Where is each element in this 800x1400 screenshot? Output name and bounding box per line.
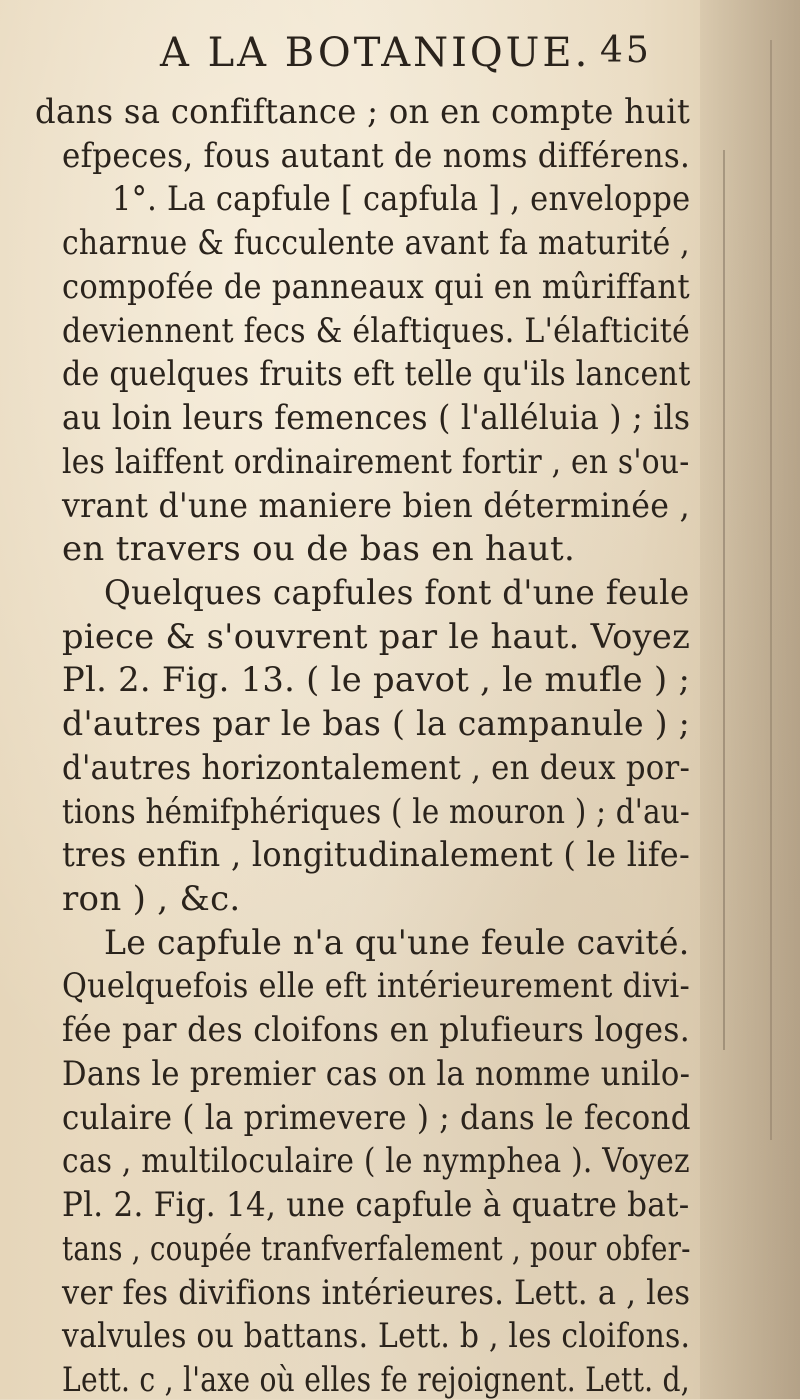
text-line: charnue & fucculente avant fa maturité , xyxy=(62,223,690,263)
text-line: Lett. c , l'axe où elles fe rejoignent. Lett. d, xyxy=(62,1360,691,1400)
text-line: efpeces, fous autant de noms différens. xyxy=(62,136,691,176)
text-line: tions hémifphériques ( le mouron ) ; d'au- xyxy=(62,792,691,832)
text-line: tres enfin , longitudinalement ( le life- xyxy=(62,835,691,875)
text-line: dans sa confiftance ; on en compte huit xyxy=(35,92,691,132)
text-line: deviennent fecs & élaftiques. L'élafticité xyxy=(62,311,691,351)
text-line: culaire ( la primevere ) ; dans le fecond xyxy=(62,1098,691,1138)
text-line: vrant d'une maniere bien déterminée , xyxy=(62,486,690,526)
page-edge-line xyxy=(770,40,772,1140)
text-line: fée par des cloifons en plufieurs loges. xyxy=(62,1010,690,1050)
page-edge-line xyxy=(723,150,725,1050)
text-line: Le capfule n'a qu'une feule cavité. xyxy=(104,923,690,963)
facing-page-edge xyxy=(700,0,800,1399)
text-line: ron ) , &c. xyxy=(62,879,241,919)
text-line: Pl. 2. Fig. 13. ( le pavot , le mufle ) ; xyxy=(62,660,691,700)
text-line: Pl. 2. Fig. 14, une capfule à quatre bat- xyxy=(62,1185,690,1225)
text-line: Quelques capfules font d'une feule xyxy=(104,573,690,613)
text-line: Quelquefois elle eft intérieurement divi- xyxy=(62,966,690,1006)
text-line: compofée de panneaux qui en mûriffant xyxy=(62,267,690,307)
text-line: d'autres horizontalement , en deux por- xyxy=(62,748,691,788)
text-line: ver fes divifions intérieures. Lett. a , les xyxy=(62,1273,691,1313)
text-line: piece & s'ouvrent par le haut. Voyez xyxy=(62,617,691,657)
running-head-title: A LA BOTANIQUE. xyxy=(160,30,591,76)
running-header xyxy=(160,30,652,76)
text-line: les laiffent ordinairement fortir , en s'ou- xyxy=(62,442,690,482)
text-line: cas , multiloculaire ( le nymphea ). Voyez xyxy=(62,1141,690,1181)
text-line: en travers ou de bas en haut. xyxy=(62,529,576,569)
text-line: Dans le premier cas on la nomme unilo- xyxy=(62,1054,691,1094)
page-number: 45 xyxy=(600,30,652,71)
text-line: au loin leurs femences ( l'alléluia ) ; ils xyxy=(62,398,691,438)
text-line: 1°. La capfule [ capfula ] , enveloppe xyxy=(112,179,691,219)
text-line: valvules ou battans. Lett. b , les cloifons. xyxy=(62,1316,691,1356)
text-line: de quelques fruits eft telle qu'ils lancent xyxy=(62,354,691,394)
text-line: tans , coupée tranfverfalement , pour obfer- xyxy=(62,1229,691,1269)
text-line: d'autres par le bas ( la campanule ) ; xyxy=(62,704,691,744)
